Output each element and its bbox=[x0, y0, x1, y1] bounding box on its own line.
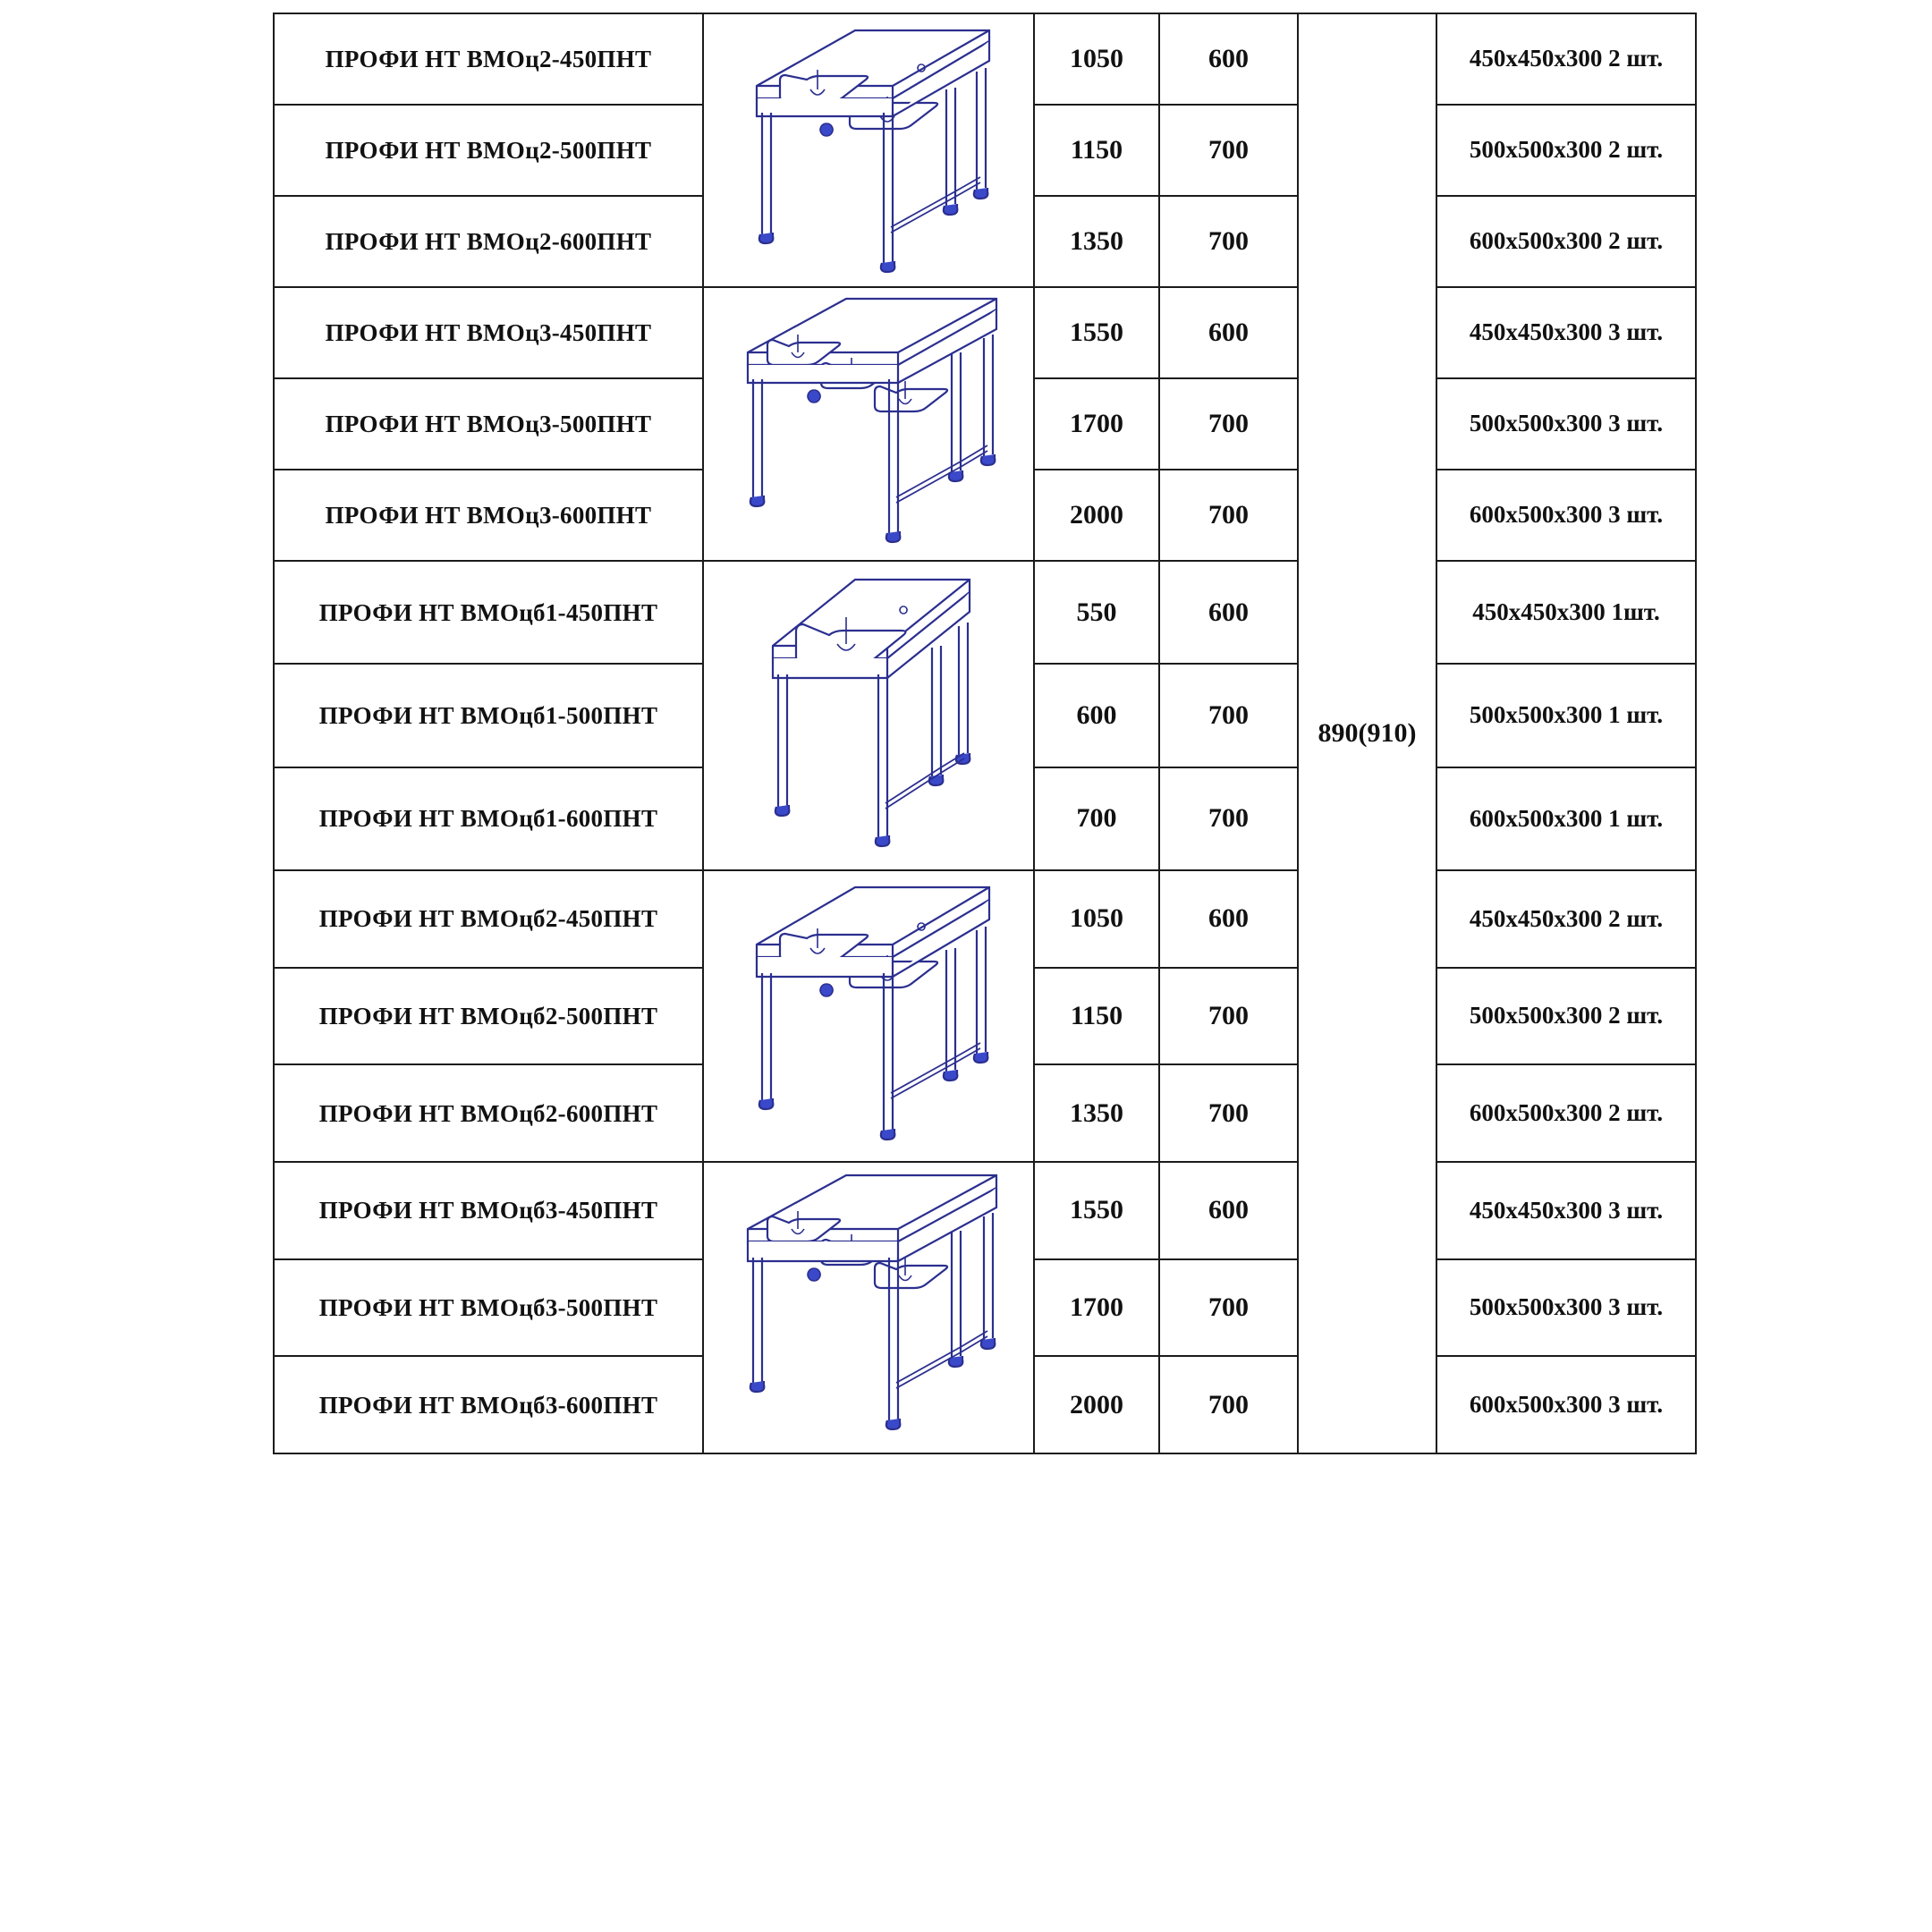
product-name: ПРОФИ НТ ВМОцб1-600ПНТ bbox=[274, 767, 703, 870]
product-length: 2000 bbox=[1034, 1356, 1159, 1453]
product-name: ПРОФИ НТ ВМОцб3-600ПНТ bbox=[274, 1356, 703, 1453]
product-name: ПРОФИ НТ ВМОц2-500ПНТ bbox=[274, 105, 703, 196]
product-length: 1550 bbox=[1034, 287, 1159, 378]
table-row bbox=[274, 287, 1696, 378]
product-width: 600 bbox=[1159, 287, 1298, 378]
product-width: 700 bbox=[1159, 1259, 1298, 1357]
product-length: 1350 bbox=[1034, 1064, 1159, 1162]
product-name: ПРОФИ НТ ВМОц3-500ПНТ bbox=[274, 378, 703, 470]
product-length: 600 bbox=[1034, 664, 1159, 767]
product-length: 2000 bbox=[1034, 470, 1159, 561]
product-bowl-size: 600х500х300 3 шт. bbox=[1436, 1356, 1696, 1453]
table-row bbox=[274, 870, 1696, 968]
triple-bowl-sink-icon bbox=[708, 290, 1030, 558]
product-name: ПРОФИ НТ ВМОцб2-500ПНТ bbox=[274, 968, 703, 1065]
product-name: ПРОФИ НТ ВМОц2-450ПНТ bbox=[274, 13, 703, 105]
product-width: 700 bbox=[1159, 1356, 1298, 1453]
product-bowl-size: 500х500х300 2 шт. bbox=[1436, 105, 1696, 196]
product-bowl-size: 450х450х300 3 шт. bbox=[1436, 287, 1696, 378]
product-width: 700 bbox=[1159, 664, 1298, 767]
product-length: 550 bbox=[1034, 561, 1159, 664]
product-bowl-size: 500х500х300 1 шт. bbox=[1436, 664, 1696, 767]
product-width: 600 bbox=[1159, 13, 1298, 105]
table-row bbox=[274, 13, 1696, 105]
product-length: 1700 bbox=[1034, 1259, 1159, 1357]
table-row bbox=[274, 1162, 1696, 1259]
product-width: 700 bbox=[1159, 470, 1298, 561]
product-width: 700 bbox=[1159, 1064, 1298, 1162]
product-width: 700 bbox=[1159, 968, 1298, 1065]
product-name: ПРОФИ НТ ВМОц3-450ПНТ bbox=[274, 287, 703, 378]
product-width: 700 bbox=[1159, 105, 1298, 196]
product-width: 600 bbox=[1159, 561, 1298, 664]
product-bowl-size: 600х500х300 3 шт. bbox=[1436, 470, 1696, 561]
product-length: 1700 bbox=[1034, 378, 1159, 470]
product-length: 1150 bbox=[1034, 105, 1159, 196]
product-bowl-size: 450х450х300 3 шт. bbox=[1436, 1162, 1696, 1259]
product-width: 700 bbox=[1159, 196, 1298, 287]
product-name: ПРОФИ НТ ВМОцб1-500ПНТ bbox=[274, 664, 703, 767]
product-name: ПРОФИ НТ ВМОцб2-600ПНТ bbox=[274, 1064, 703, 1162]
product-width: 700 bbox=[1159, 767, 1298, 870]
product-height-merged: 890(910) bbox=[1298, 13, 1436, 1453]
product-width: 700 bbox=[1159, 378, 1298, 470]
double-bowl-sink-icon-2 bbox=[708, 873, 1030, 1159]
product-bowl-size: 450х450х300 2 шт. bbox=[1436, 13, 1696, 105]
product-name: ПРОФИ НТ ВМОц2-600ПНТ bbox=[274, 196, 703, 287]
product-drawing-triple-bowl-2 bbox=[703, 1162, 1034, 1453]
double-bowl-sink-icon bbox=[708, 16, 1030, 284]
product-specification-table bbox=[273, 13, 1697, 1454]
product-length: 1150 bbox=[1034, 968, 1159, 1065]
single-bowl-sink-icon bbox=[708, 564, 1030, 868]
product-bowl-size: 600х500х300 1 шт. bbox=[1436, 767, 1696, 870]
product-name: ПРОФИ НТ ВМОцб2-450ПНТ bbox=[274, 870, 703, 968]
product-name: ПРОФИ НТ ВМОцб1-450ПНТ bbox=[274, 561, 703, 664]
product-drawing-double-bowl-2 bbox=[703, 870, 1034, 1162]
product-drawing-triple-bowl bbox=[703, 287, 1034, 561]
product-width: 600 bbox=[1159, 1162, 1298, 1259]
product-bowl-size: 500х500х300 2 шт. bbox=[1436, 968, 1696, 1065]
product-bowl-size: 500х500х300 3 шт. bbox=[1436, 378, 1696, 470]
table-row bbox=[274, 561, 1696, 664]
product-length: 1050 bbox=[1034, 13, 1159, 105]
product-length: 1550 bbox=[1034, 1162, 1159, 1259]
product-length: 1050 bbox=[1034, 870, 1159, 968]
product-bowl-size: 600х500х300 2 шт. bbox=[1436, 196, 1696, 287]
product-name: ПРОФИ НТ ВМОцб3-450ПНТ bbox=[274, 1162, 703, 1259]
product-length: 1350 bbox=[1034, 196, 1159, 287]
product-width: 600 bbox=[1159, 870, 1298, 968]
product-bowl-size: 450х450х300 2 шт. bbox=[1436, 870, 1696, 968]
product-bowl-size: 600х500х300 2 шт. bbox=[1436, 1064, 1696, 1162]
product-name: ПРОФИ НТ ВМОцб3-500ПНТ bbox=[274, 1259, 703, 1357]
product-length: 700 bbox=[1034, 767, 1159, 870]
product-bowl-size: 500х500х300 3 шт. bbox=[1436, 1259, 1696, 1357]
product-name: ПРОФИ НТ ВМОц3-600ПНТ bbox=[274, 470, 703, 561]
product-drawing-single-bowl bbox=[703, 561, 1034, 870]
triple-bowl-sink-icon-2 bbox=[708, 1165, 1030, 1451]
product-bowl-size: 450х450х300 1шт. bbox=[1436, 561, 1696, 664]
product-drawing-double-bowl bbox=[703, 13, 1034, 287]
